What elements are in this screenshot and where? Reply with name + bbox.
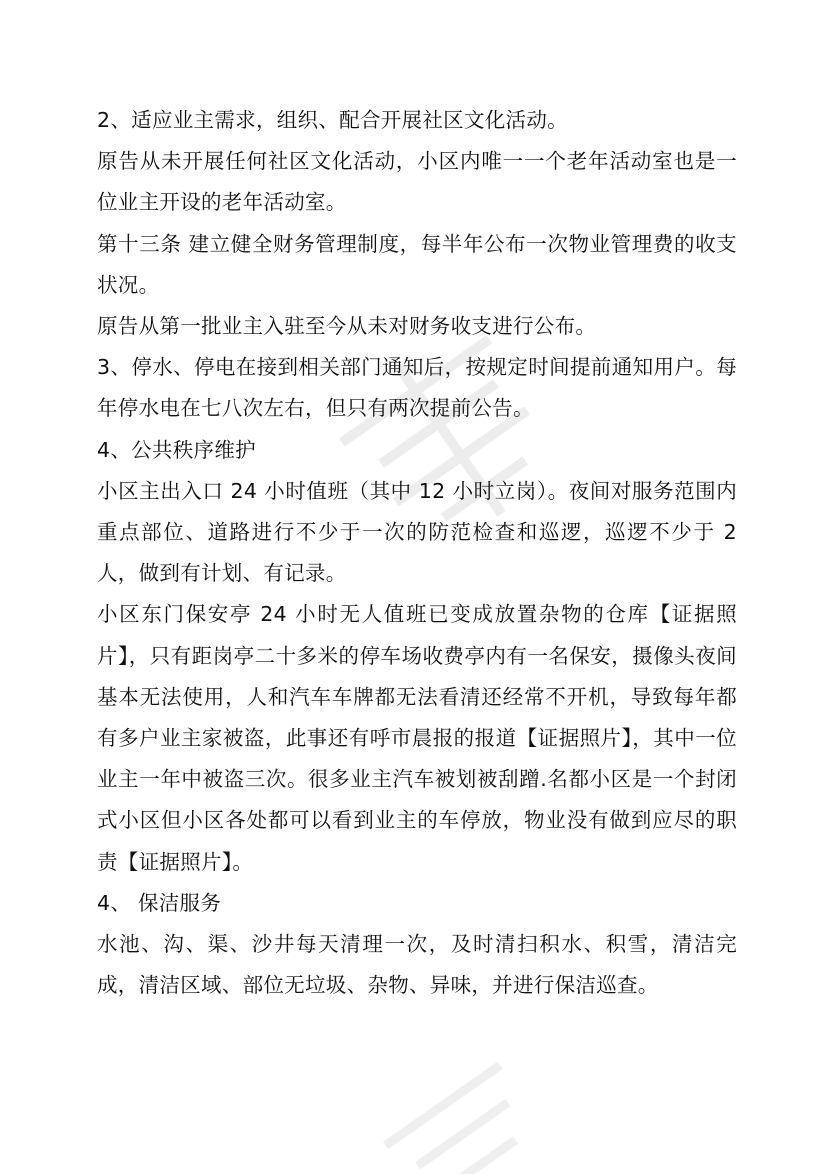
heading-public-order: 4、公共秩序维护 bbox=[97, 437, 256, 462]
paragraph: 原告从第一批业主入驻至今从未对财务收支进行公布。 bbox=[97, 314, 597, 339]
document-body bbox=[97, 100, 737, 1006]
paragraph: 3、停水、停电在接到相关部门通知后，按规定时间提前通知用户。每年停水电在七八次左右，但只有两次提前公告。 bbox=[97, 355, 737, 421]
article-13-clause: 第十三条 建立健全财务管理制度，每半年公布一次物业管理费的收支状况。 bbox=[97, 231, 737, 297]
heading-cultural-activities: 2、适应业主需求，组织、配合开展社区文化活动。 bbox=[97, 108, 568, 132]
heading-cleaning-service: 4、 保洁服务 bbox=[97, 890, 222, 915]
paragraph: 小区主出入口 24 小时值班（其中 12 小时立岗）。夜间对服务范围内重点部位、道路进行不少于一次的防范检查和巡逻，巡逻不少于 2 人，做到有计划、有记录。 bbox=[97, 478, 737, 586]
paragraph: 水池、沟、渠、沙井每天清理一次，及时清扫积水、积雪，清洁完成，清洁区域、部位无垃圾、杂物、异味，并进行保洁巡查。 bbox=[97, 932, 737, 998]
watermark-stamp-icon bbox=[360, 1030, 560, 1174]
paragraph: 原告从未开展任何社区文化活动，小区内唯一一个老年活动室也是一位业主开设的老年活动室。 bbox=[97, 149, 737, 215]
paragraph: 小区东门保安亭 24 小时无人值班已变成放置杂物的仓库【证据照片】，只有距岗亭二十多米的停车场收费亭内有一名保安，摄像头夜间基本无法使用，人和汽车车牌都无法看清还经常不开机，导致每年都有多户业主家被盗，此事还有呼市晨报的报道【证据照片】，其中一位业主一年中被盗三次。很多业主汽车被划被刮蹭.名都小区是一个封闭式小区但小区各处都可以看到业主的车停放，物业没有做到应尽的职责【证据照片】。 bbox=[97, 602, 737, 874]
